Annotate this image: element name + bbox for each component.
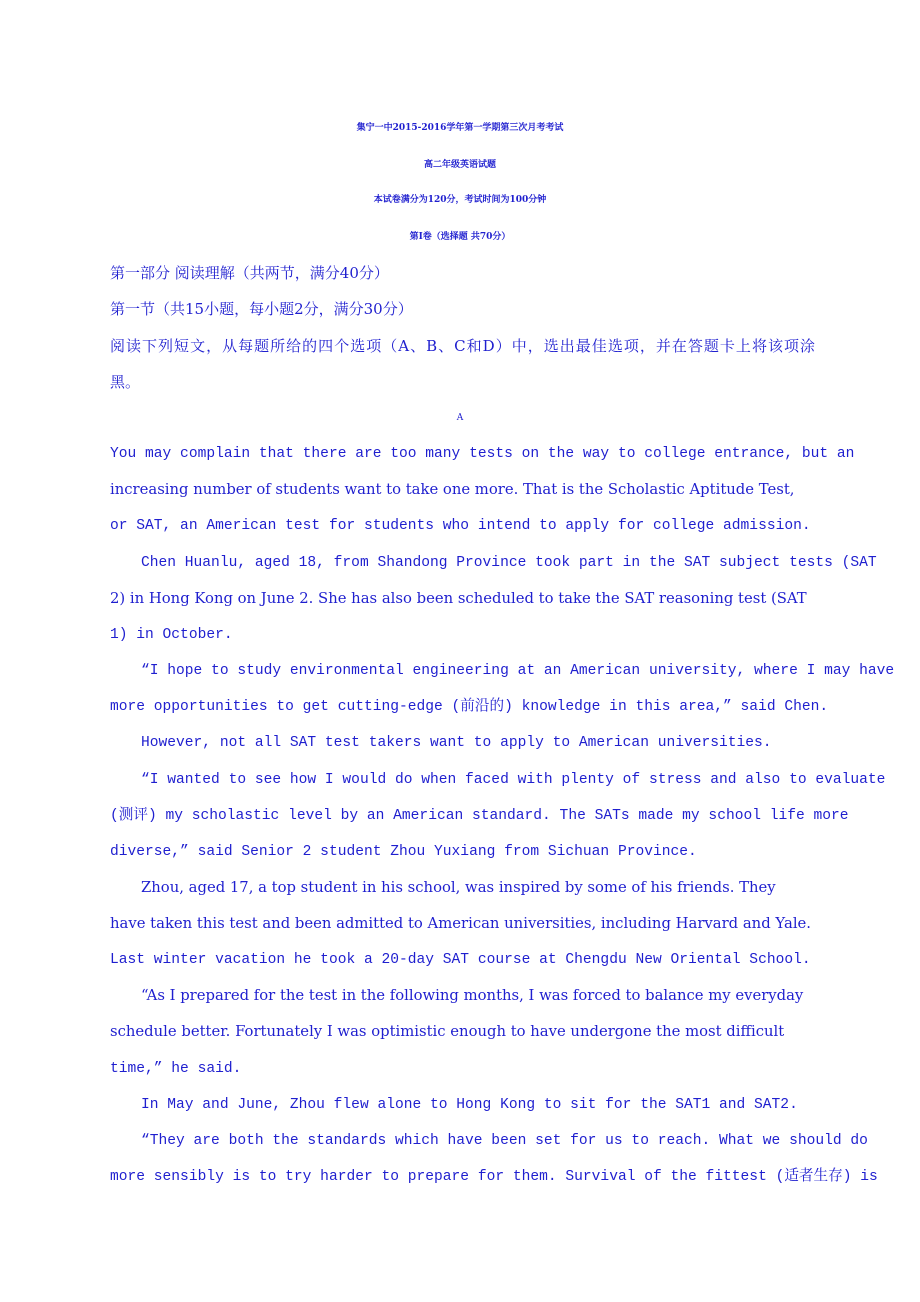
passage-line: have taken this test and been admitted to American universities, including Harvard and Yale.	[110, 915, 812, 932]
passage-line: (测评) my scholastic level by an American standard. The SATs made my school life more	[110, 808, 849, 824]
exam-subtitle: 高二年级英语试题	[423, 160, 496, 170]
passage-line: or SAT, an American test for students who intend to apply for college admission.	[110, 518, 811, 534]
passage-line: 2) in Hong Kong on June 2. She has also been scheduled to take the SAT reasoning test (SAT	[110, 590, 807, 607]
passage-line: However, not all SAT test takers want to apply to American universities.	[141, 735, 772, 751]
passage-line: diverse,” said Senior 2 student Zhou Yuxiang from Sichuan Province.	[110, 844, 697, 860]
passage-line: Chen Huanlu, aged 18, from Shandong Province took part in the SAT subject tests (SAT	[141, 555, 877, 571]
directions-line-1: 阅读下列短文，从每题所给的四个选项（A、B、C和D）中，选出最佳选项，并在答题卡上将该项涂	[110, 337, 815, 355]
passage-line: “As I prepared for the test in the following months, I was forced to balance my everyday	[141, 987, 804, 1004]
passage-line: Zhou, aged 17, a top student in his school, was inspired by some of his friends. They	[141, 879, 776, 896]
passage-line: more sensibly is to try harder to prepare for them. Survival of the fittest (适者生存) is	[110, 1169, 878, 1185]
directions-line-2: 黑。	[110, 373, 141, 391]
passage-line: increasing number of students want to take one more. That is the Scholastic Aptitude Test,	[110, 481, 795, 498]
passage-line: more opportunities to get cutting-edge (前沿的) knowledge in this area,” said Chen.	[110, 699, 829, 715]
passage-label: A	[456, 413, 464, 423]
exam-score-time: 本试卷满分为120分，考试时间为100分钟	[373, 195, 547, 205]
volume-heading: 第Ⅰ卷（选择题 共70分）	[409, 232, 511, 242]
passage-line: “I wanted to see how I would do when faced with plenty of stress and also to evaluate	[141, 772, 886, 788]
passage-line: time,” he said.	[110, 1061, 242, 1077]
passage-line: “I hope to study environmental engineering at an American university, where I may have	[141, 663, 895, 679]
passage-line: Last winter vacation he took a 20-day SAT course at Chengdu New Oriental School.	[110, 952, 811, 968]
passage-line: You may complain that there are too many tests on the way to college entrance, but an	[110, 446, 855, 462]
passage-line: In May and June, Zhou flew alone to Hong Kong to sit for the SAT1 and SAT2.	[141, 1097, 798, 1113]
section-heading: 第一节（共15小题，每小题2分，满分30分）	[110, 300, 413, 318]
exam-title: 集宁一中2015-2016学年第一学期第三次月考考试	[356, 123, 564, 133]
passage-line: schedule better. Fortunately I was optimistic enough to have undergone the most difficult	[110, 1023, 785, 1040]
passage-line: 1) in October.	[110, 627, 233, 643]
passage-line: “They are both the standards which have been set for us to reach. What we should do	[141, 1133, 868, 1149]
part-heading: 第一部分 阅读理解（共两节，满分40分）	[110, 264, 389, 282]
